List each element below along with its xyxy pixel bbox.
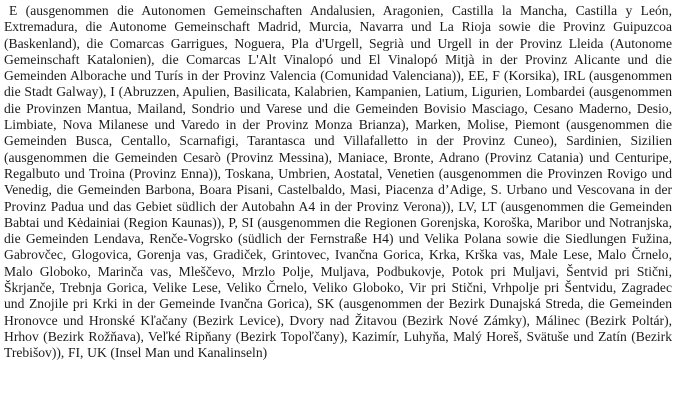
protected-zones-region-list-paragraph: E (ausgenommen die Autonomen Gemeinschaften Andalusien, Aragonien, Castilla la Mancha, Castilla y León, Extremadura, die Autonome Gemeinschaft Madrid, Murcia, Navarra und La Rioja sowie die Provinz Guipuzcoa (Baskenland), die Comarcas Garrigues, Noguera, Pla d'Urgell, Segrià und Urgell in der Provinz Lleida (Autonome Gemeinschaft Katalonien), die Comarcas L'Alt Vinalopó und El Vinalopó Mitjà in der Provinz Alicante und die Gemeinden Alborache und Turís in der Provinz Valencia (Comunidad Valenciana)), EE, F (Korsika), IRL (ausgenommen die Stadt Galway), I (Abruzzen, Apulien, Basilicata, Kalabrien, Kampanien, Latium, Ligurien, Lombardei (ausgenommen die Provinzen Mantua, Mailand, Sondrio und Varese und die Gemeinden Bovisio Masciago, Cesano Maderno, Desio, Limbiate, Nova Milanese und Varedo in der Provinz Monza Brianza), Marken, Molise, Piemont (ausgenommen die Gemeinden Busca, Centallo, Scarnafigi, Tarantasca und Villafalletto in der Provinz Cuneo), Sardinien, Sizilien (ausgenommen die Gemeinden Cesarò (Provinz Messina), Maniace, Bronte, Adrano (Provinz Catania) und Centuripe, Regalbuto und Troina (Provinz Enna)), Toskana, Umbrien, Aostatal, Venetien (ausgenommen die Provinzen Rovigo und Venedig, die Gemeinden Barbona, Boara Pisani, Castelbaldo, Masi, Piacenza d’Adige, S. Urbano und Vescovana in der Provinz Padua und das Gebiet südlich der Autobahn A4 in der Provinz Verona)), LV, LT (ausgenommen die Gemeinden Babtai und Kėdainiai (Region Kaunas)), P, SI (ausgenommen die Regionen Gorenjska, Koroška, Maribor und Notranjska, die Gemeinden Lendava, Renče-Vogrsko (südlich der Fernstraße H4) und Velika Polana sowie die Siedlungen Fužina, Gabrovčec, Glogovica, Gorenja vas, Gradiček, Grintovec, Ivančna Gorica, Krka, Krška vas, Male Lese, Malo Črnelo, Malo Globoko, Marinča vas, Mleščevo, Mrzlo Polje, Muljava, Podbukovje, Potok pri Muljavi, Šentvid pri Stični, Škrjanče, Trebnja Gorica, Velike Lese, Veliko Črnelo, Veliko Globoko, Vir pri Stični, Vrhpolje pri Šentvidu, Zagradec und Znojile pri Krki in der Gemeinde Ivančna Gorica), SK (ausgenommen der Bezirk Dunajská Streda, die Gemeinden Hronovce und Hronské Kľačany (Bezirk Levice), Dvory nad Žitavou (Bezirk Nové Zámky), Málinec (Bezirk Poltár), Hrhov (Bezirk Rožňava), Veľké Ripňany (Bezirk Topoľčany), Kazimír, Luhyňa, Malý Horeš, Svätuše und Zatín (Bezirk Trebišov)), FI, UK (Insel Man und Kanalinseln) (4, 3, 672, 361)
